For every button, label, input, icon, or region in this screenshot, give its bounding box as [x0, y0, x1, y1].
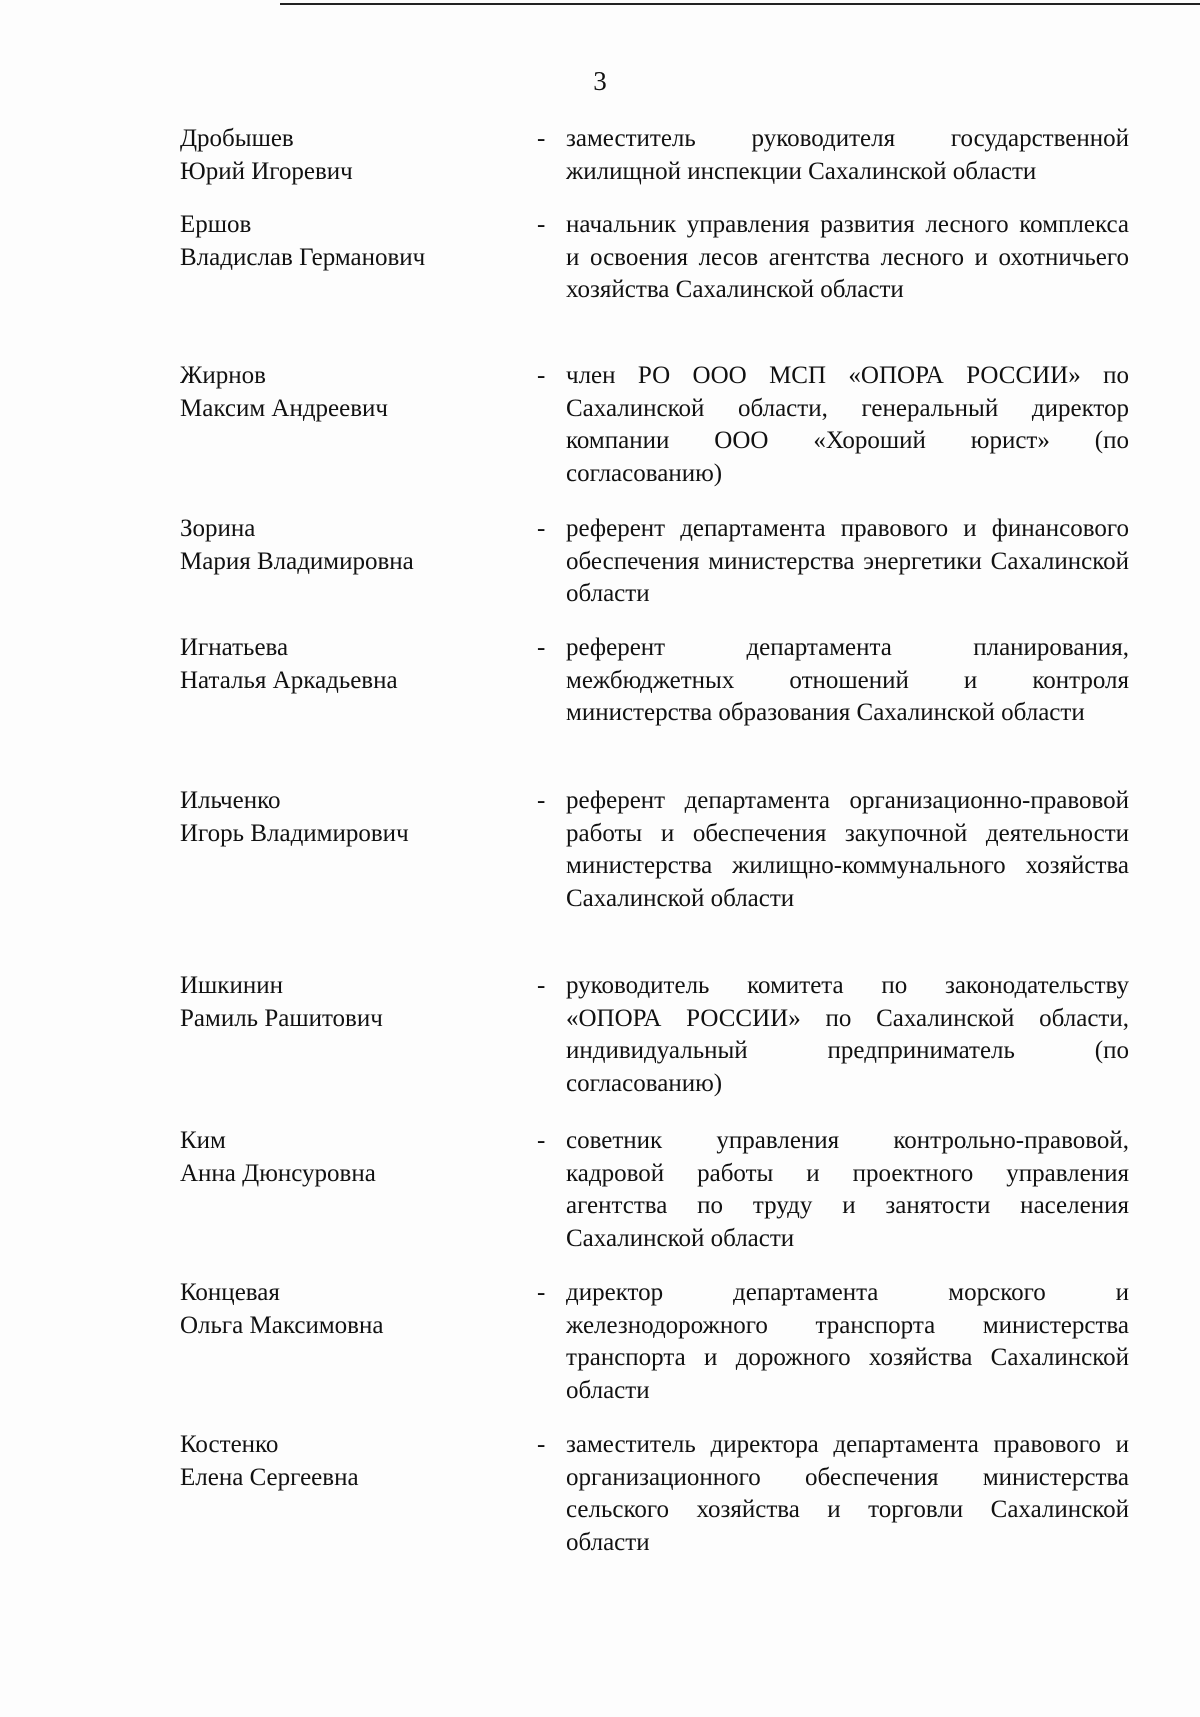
- member-position: заместитель директора департамента правового и организационного обеспечения министерства сельского хозяйства и торговли Сахалинской области: [566, 1431, 1129, 1556]
- separator-dash: -: [537, 787, 546, 814]
- member-given-names: Елена Сергеевна: [180, 1463, 359, 1491]
- separator-dash: -: [537, 362, 546, 389]
- member-given-names: Наталья Аркадьевна: [180, 666, 398, 694]
- member-name: [180, 360, 510, 425]
- member-given-names: Максим Андреевич: [180, 394, 388, 422]
- separator-dash: -: [537, 1279, 546, 1306]
- member-position: член РО ООО МСП «ОПОРА РОССИИ» по Сахалинской области, генеральный директор компании ООО «Хороший юрист» (по согласованию): [566, 362, 1129, 487]
- member-position: заместитель руководителя государственной жилищной инспекции Сахалинской области: [566, 125, 1129, 185]
- member-name: [180, 632, 510, 697]
- member-surname: Костенко: [180, 1431, 279, 1458]
- member-surname: Игнатьева: [180, 634, 289, 661]
- member-name: [180, 1125, 510, 1190]
- member-position: референт департамента организационно-правовой работы и обеспечения закупочной деятельности министерства жилищно-коммунального хозяйства Сахалинской области: [566, 787, 1129, 912]
- member-name: [180, 513, 510, 578]
- member-position: директор департамента морского и железнодорожного транспорта министерства транспорта и дорожного хозяйства Сахалинской области: [566, 1279, 1129, 1404]
- separator-dash: -: [537, 515, 546, 542]
- member-name: [180, 970, 510, 1035]
- member-name: [180, 1277, 510, 1342]
- separator-dash: -: [537, 1431, 546, 1458]
- member-given-names: Игорь Владимирович: [180, 819, 409, 847]
- page-number: 3: [593, 66, 607, 96]
- member-name: [180, 785, 510, 850]
- member-given-names: Юрий Игоревич: [180, 157, 353, 185]
- top-border-line: [280, 3, 1200, 5]
- member-given-names: Рамиль Рашитович: [180, 1004, 383, 1032]
- member-position: руководитель комитета по законодательству «ОПОРА РОССИИ» по Сахалинской области, индивидуальный предприниматель (по согласованию): [566, 972, 1129, 1097]
- member-given-names: Анна Дюнсуровна: [180, 1159, 376, 1187]
- separator-dash: -: [537, 1127, 546, 1154]
- member-surname: Жирнов: [180, 362, 266, 389]
- member-surname: Концевая: [180, 1279, 280, 1306]
- member-name: [180, 123, 510, 188]
- separator-dash: -: [537, 211, 546, 238]
- separator-dash: -: [537, 634, 546, 661]
- member-position: советник управления контрольно-правовой, кадровой работы и проектного управления агентства по труду и занятости населения Сахалинской области: [566, 1127, 1129, 1252]
- member-surname: Зорина: [180, 515, 256, 542]
- member-position: референт департамента правового и финансового обеспечения министерства энергетики Сахалинской области: [566, 515, 1129, 607]
- member-name: [180, 209, 510, 274]
- separator-dash: -: [537, 972, 546, 999]
- member-surname: Ершов: [180, 211, 252, 238]
- member-given-names: Мария Владимировна: [180, 547, 414, 575]
- member-surname: Ишкинин: [180, 972, 283, 999]
- member-position: референт департамента планирования, межбюджетных отношений и контроля министерства образования Сахалинской области: [566, 634, 1129, 726]
- member-given-names: Ольга Максимовна: [180, 1311, 384, 1339]
- member-surname: Дробышев: [180, 125, 294, 152]
- member-name: [180, 1429, 510, 1494]
- separator-dash: -: [537, 125, 546, 152]
- member-position: начальник управления развития лесного комплекса и освоения лесов агентства лесного и охотничьего хозяйства Сахалинской области: [566, 211, 1129, 303]
- member-surname: Ким: [180, 1127, 226, 1154]
- member-given-names: Владислав Германович: [180, 243, 426, 271]
- member-surname: Ильченко: [180, 787, 281, 814]
